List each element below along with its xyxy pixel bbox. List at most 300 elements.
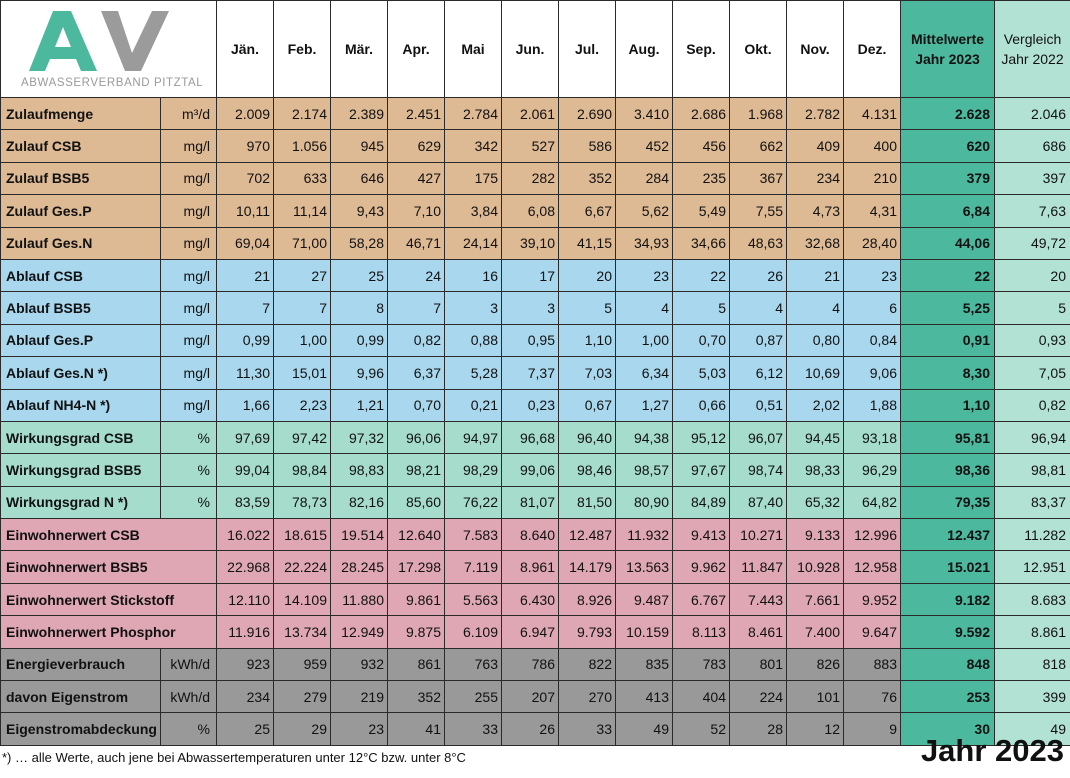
month-value: 2.061 xyxy=(502,98,559,130)
month-value: 98,57 xyxy=(616,454,673,486)
month-header: Jän. xyxy=(217,1,274,98)
row-label: Zulauf CSB xyxy=(1,130,161,162)
compare-value: 8.683 xyxy=(995,583,1070,615)
month-value: 28 xyxy=(730,713,787,746)
mean-value: 253 xyxy=(901,681,995,713)
month-value: 282 xyxy=(502,162,559,194)
compare-value: 83,37 xyxy=(995,486,1070,518)
month-value: 5 xyxy=(673,292,730,324)
month-header: Jul. xyxy=(559,1,616,98)
month-value: 970 xyxy=(217,130,274,162)
month-value: 400 xyxy=(844,130,901,162)
month-value: 1.968 xyxy=(730,98,787,130)
mean-value: 79,35 xyxy=(901,486,995,518)
month-value: 17.298 xyxy=(388,551,445,583)
month-value: 3 xyxy=(502,292,559,324)
table-row xyxy=(1,648,1070,680)
row-label: Ablauf CSB xyxy=(1,259,161,291)
month-value: 8.926 xyxy=(559,583,616,615)
mean-value: 9.182 xyxy=(901,583,995,615)
month-value: 352 xyxy=(388,681,445,713)
compare-header-line1: Vergleich xyxy=(1003,31,1062,47)
row-label: Zulauf BSB5 xyxy=(1,162,161,194)
row-unit: % xyxy=(161,454,217,486)
month-value: 3 xyxy=(445,292,502,324)
month-value: 97,67 xyxy=(673,454,730,486)
mean-header xyxy=(901,1,995,98)
month-value: 826 xyxy=(787,648,844,680)
table-row xyxy=(1,98,1070,130)
month-value: 69,04 xyxy=(217,227,274,259)
row-label: Einwohnerwert Phosphor xyxy=(1,616,217,648)
month-value: 83,59 xyxy=(217,486,274,518)
row-unit: mg/l xyxy=(161,227,217,259)
row-unit: mg/l xyxy=(161,162,217,194)
compare-value: 0,82 xyxy=(995,389,1070,421)
month-value: 2.784 xyxy=(445,98,502,130)
month-value: 5 xyxy=(559,292,616,324)
month-value: 219 xyxy=(331,681,388,713)
month-value: 65,32 xyxy=(787,486,844,518)
month-value: 11,30 xyxy=(217,357,274,389)
row-label: Zulauf Ges.N xyxy=(1,227,161,259)
month-value: 0,80 xyxy=(787,324,844,356)
compare-value: 12.951 xyxy=(995,551,1070,583)
month-value: 7 xyxy=(217,292,274,324)
month-value: 23 xyxy=(331,713,388,746)
month-value: 835 xyxy=(616,648,673,680)
mean-value: 98,36 xyxy=(901,454,995,486)
month-value: 9,96 xyxy=(331,357,388,389)
row-unit: % xyxy=(161,486,217,518)
month-value: 41 xyxy=(388,713,445,746)
month-value: 6,12 xyxy=(730,357,787,389)
month-value: 76 xyxy=(844,681,901,713)
logo-org-name: ABWASSERVERBAND PITZTAL xyxy=(21,77,204,89)
row-unit: mg/l xyxy=(161,195,217,227)
month-value: 0,99 xyxy=(217,324,274,356)
month-value: 10,11 xyxy=(217,195,274,227)
row-unit: % xyxy=(161,713,217,746)
month-value: 861 xyxy=(388,648,445,680)
month-value: 13.734 xyxy=(274,616,331,648)
mean-value: 5,25 xyxy=(901,292,995,324)
month-value: 10.159 xyxy=(616,616,673,648)
month-value: 0,70 xyxy=(388,389,445,421)
compare-value: 7,05 xyxy=(995,357,1070,389)
row-unit: mg/l xyxy=(161,292,217,324)
month-value: 0,66 xyxy=(673,389,730,421)
row-unit: mg/l xyxy=(161,357,217,389)
month-value: 4.131 xyxy=(844,98,901,130)
month-value: 6,37 xyxy=(388,357,445,389)
month-value: 404 xyxy=(673,681,730,713)
row-label: Wirkungsgrad BSB5 xyxy=(1,454,161,486)
month-value: 6,34 xyxy=(616,357,673,389)
month-value: 96,29 xyxy=(844,454,901,486)
compare-value: 96,94 xyxy=(995,421,1070,453)
month-value: 22.968 xyxy=(217,551,274,583)
mean-value: 44,06 xyxy=(901,227,995,259)
month-value: 0,99 xyxy=(331,324,388,356)
month-value: 0,51 xyxy=(730,389,787,421)
month-value: 71,00 xyxy=(274,227,331,259)
month-value: 234 xyxy=(217,681,274,713)
month-value: 29 xyxy=(274,713,331,746)
month-value: 207 xyxy=(502,681,559,713)
month-value: 49 xyxy=(616,713,673,746)
month-value: 41,15 xyxy=(559,227,616,259)
month-value: 342 xyxy=(445,130,502,162)
month-value: 1,88 xyxy=(844,389,901,421)
table-row xyxy=(1,195,1070,227)
month-value: 456 xyxy=(673,130,730,162)
month-value: 94,45 xyxy=(787,421,844,453)
month-value: 4 xyxy=(787,292,844,324)
table-row xyxy=(1,519,1070,551)
month-value: 801 xyxy=(730,648,787,680)
month-value: 11.932 xyxy=(616,519,673,551)
month-value: 2.686 xyxy=(673,98,730,130)
month-value: 235 xyxy=(673,162,730,194)
month-value: 32,68 xyxy=(787,227,844,259)
table-row xyxy=(1,713,1070,746)
month-value: 12.110 xyxy=(217,583,274,615)
compare-header-line2: Jahr 2022 xyxy=(1001,51,1064,67)
month-value: 96,07 xyxy=(730,421,787,453)
month-value: 26 xyxy=(730,259,787,291)
month-value: 0,88 xyxy=(445,324,502,356)
month-value: 84,89 xyxy=(673,486,730,518)
month-value: 4 xyxy=(616,292,673,324)
month-value: 9,43 xyxy=(331,195,388,227)
month-value: 1,27 xyxy=(616,389,673,421)
row-label: Eigenstromabdeckung xyxy=(1,713,161,746)
month-value: 22 xyxy=(673,259,730,291)
table-row xyxy=(1,292,1070,324)
table-row xyxy=(1,681,1070,713)
month-header: Sep. xyxy=(673,1,730,98)
month-value: 22.224 xyxy=(274,551,331,583)
mean-value: 30 xyxy=(901,713,995,746)
month-value: 2.174 xyxy=(274,98,331,130)
month-value: 352 xyxy=(559,162,616,194)
month-value: 586 xyxy=(559,130,616,162)
month-value: 2.451 xyxy=(388,98,445,130)
mean-value: 0,91 xyxy=(901,324,995,356)
row-unit: mg/l xyxy=(161,259,217,291)
month-value: 3,84 xyxy=(445,195,502,227)
month-value: 80,90 xyxy=(616,486,673,518)
table-row xyxy=(1,259,1070,291)
month-value: 783 xyxy=(673,648,730,680)
month-value: 15,01 xyxy=(274,357,331,389)
month-value: 413 xyxy=(616,681,673,713)
month-value: 2.690 xyxy=(559,98,616,130)
compare-header xyxy=(995,1,1070,98)
month-value: 98,33 xyxy=(787,454,844,486)
month-value: 9.952 xyxy=(844,583,901,615)
footnote: *) … alle Werte, auch jene bei Abwassertemperaturen unter 12°C bzw. unter 8°C xyxy=(2,750,466,765)
month-value: 11.916 xyxy=(217,616,274,648)
month-value: 5,62 xyxy=(616,195,673,227)
month-value: 7,03 xyxy=(559,357,616,389)
month-value: 14.179 xyxy=(559,551,616,583)
table-row xyxy=(1,389,1070,421)
month-value: 11,14 xyxy=(274,195,331,227)
month-value: 101 xyxy=(787,681,844,713)
month-value: 2.782 xyxy=(787,98,844,130)
month-value: 945 xyxy=(331,130,388,162)
month-value: 9.413 xyxy=(673,519,730,551)
month-value: 255 xyxy=(445,681,502,713)
month-value: 9.133 xyxy=(787,519,844,551)
month-value: 763 xyxy=(445,648,502,680)
month-value: 210 xyxy=(844,162,901,194)
month-value: 5.563 xyxy=(445,583,502,615)
month-value: 0,21 xyxy=(445,389,502,421)
month-value: 1,00 xyxy=(616,324,673,356)
mean-value: 2.628 xyxy=(901,98,995,130)
month-value: 39,10 xyxy=(502,227,559,259)
month-value: 6.767 xyxy=(673,583,730,615)
month-value: 12.949 xyxy=(331,616,388,648)
month-value: 48,63 xyxy=(730,227,787,259)
month-value: 97,32 xyxy=(331,421,388,453)
logo-mark-icon xyxy=(19,7,199,77)
month-value: 78,73 xyxy=(274,486,331,518)
month-value: 5,49 xyxy=(673,195,730,227)
month-value: 9.487 xyxy=(616,583,673,615)
month-header: Jun. xyxy=(502,1,559,98)
compare-value: 98,81 xyxy=(995,454,1070,486)
month-value: 662 xyxy=(730,130,787,162)
table-row xyxy=(1,421,1070,453)
month-value: 9.793 xyxy=(559,616,616,648)
month-value: 12.487 xyxy=(559,519,616,551)
month-value: 25 xyxy=(217,713,274,746)
month-header: Apr. xyxy=(388,1,445,98)
month-value: 4,73 xyxy=(787,195,844,227)
month-value: 1,00 xyxy=(274,324,331,356)
month-value: 99,06 xyxy=(502,454,559,486)
month-value: 0,70 xyxy=(673,324,730,356)
month-value: 7.119 xyxy=(445,551,502,583)
month-value: 4,31 xyxy=(844,195,901,227)
month-value: 93,18 xyxy=(844,421,901,453)
mean-value: 848 xyxy=(901,648,995,680)
month-value: 7.661 xyxy=(787,583,844,615)
table-row xyxy=(1,162,1070,194)
row-unit: % xyxy=(161,421,217,453)
month-value: 2.009 xyxy=(217,98,274,130)
month-value: 409 xyxy=(787,130,844,162)
row-label: Einwohnerwert CSB xyxy=(1,519,217,551)
compare-value: 7,63 xyxy=(995,195,1070,227)
month-value: 6.430 xyxy=(502,583,559,615)
row-unit: m³/d xyxy=(161,98,217,130)
month-value: 13.563 xyxy=(616,551,673,583)
month-value: 7.443 xyxy=(730,583,787,615)
header-row xyxy=(1,1,1070,98)
month-value: 14.109 xyxy=(274,583,331,615)
month-value: 427 xyxy=(388,162,445,194)
month-value: 28,40 xyxy=(844,227,901,259)
month-value: 33 xyxy=(559,713,616,746)
month-value: 23 xyxy=(844,259,901,291)
mean-value: 6,84 xyxy=(901,195,995,227)
row-label: Wirkungsgrad N *) xyxy=(1,486,161,518)
row-unit: kWh/d xyxy=(161,648,217,680)
month-value: 279 xyxy=(274,681,331,713)
month-value: 94,38 xyxy=(616,421,673,453)
compare-value: 20 xyxy=(995,259,1070,291)
month-header: Okt. xyxy=(730,1,787,98)
month-value: 64,82 xyxy=(844,486,901,518)
month-value: 82,16 xyxy=(331,486,388,518)
month-value: 98,83 xyxy=(331,454,388,486)
row-label: Zulauf Ges.P xyxy=(1,195,161,227)
month-value: 270 xyxy=(559,681,616,713)
month-value: 12.996 xyxy=(844,519,901,551)
month-value: 786 xyxy=(502,648,559,680)
month-value: 7.400 xyxy=(787,616,844,648)
month-value: 0,67 xyxy=(559,389,616,421)
month-value: 4 xyxy=(730,292,787,324)
table-row xyxy=(1,454,1070,486)
month-value: 52 xyxy=(673,713,730,746)
month-value: 1,10 xyxy=(559,324,616,356)
compare-value: 11.282 xyxy=(995,519,1070,551)
year-label: Jahr 2023 xyxy=(920,733,1064,768)
month-value: 97,42 xyxy=(274,421,331,453)
month-value: 34,93 xyxy=(616,227,673,259)
mean-value: 95,81 xyxy=(901,421,995,453)
compare-value: 818 xyxy=(995,648,1070,680)
compare-value: 397 xyxy=(995,162,1070,194)
month-value: 702 xyxy=(217,162,274,194)
month-value: 932 xyxy=(331,648,388,680)
month-value: 17 xyxy=(502,259,559,291)
row-label: Zulaufmenge xyxy=(1,98,161,130)
month-value: 24,14 xyxy=(445,227,502,259)
compare-value: 0,93 xyxy=(995,324,1070,356)
month-value: 0,23 xyxy=(502,389,559,421)
month-value: 7.583 xyxy=(445,519,502,551)
month-value: 94,97 xyxy=(445,421,502,453)
month-value: 76,22 xyxy=(445,486,502,518)
month-value: 646 xyxy=(331,162,388,194)
month-value: 452 xyxy=(616,130,673,162)
mean-value: 9.592 xyxy=(901,616,995,648)
month-value: 98,46 xyxy=(559,454,616,486)
month-value: 6 xyxy=(844,292,901,324)
month-value: 96,68 xyxy=(502,421,559,453)
month-value: 7,37 xyxy=(502,357,559,389)
month-value: 8.113 xyxy=(673,616,730,648)
month-value: 6.947 xyxy=(502,616,559,648)
month-value: 7,10 xyxy=(388,195,445,227)
month-value: 234 xyxy=(787,162,844,194)
row-unit: mg/l xyxy=(161,130,217,162)
month-value: 11.880 xyxy=(331,583,388,615)
mean-value: 620 xyxy=(901,130,995,162)
month-value: 95,12 xyxy=(673,421,730,453)
month-value: 12.640 xyxy=(388,519,445,551)
month-value: 25 xyxy=(331,259,388,291)
month-value: 58,28 xyxy=(331,227,388,259)
row-label: Ablauf BSB5 xyxy=(1,292,161,324)
month-value: 10.271 xyxy=(730,519,787,551)
month-value: 367 xyxy=(730,162,787,194)
month-value: 18.615 xyxy=(274,519,331,551)
month-value: 2,23 xyxy=(274,389,331,421)
row-unit: mg/l xyxy=(161,324,217,356)
month-value: 11.847 xyxy=(730,551,787,583)
compare-value: 5 xyxy=(995,292,1070,324)
row-label: davon Eigenstrom xyxy=(1,681,161,713)
table-row xyxy=(1,551,1070,583)
month-header: Feb. xyxy=(274,1,331,98)
month-value: 8 xyxy=(331,292,388,324)
mean-value: 12.437 xyxy=(901,519,995,551)
month-value: 1,66 xyxy=(217,389,274,421)
month-value: 175 xyxy=(445,162,502,194)
compare-value: 686 xyxy=(995,130,1070,162)
month-value: 12.958 xyxy=(844,551,901,583)
month-value: 27 xyxy=(274,259,331,291)
month-value: 81,50 xyxy=(559,486,616,518)
month-value: 1,21 xyxy=(331,389,388,421)
month-value: 16 xyxy=(445,259,502,291)
month-value: 6,67 xyxy=(559,195,616,227)
month-value: 923 xyxy=(217,648,274,680)
month-value: 16.022 xyxy=(217,519,274,551)
month-value: 6.109 xyxy=(445,616,502,648)
month-value: 10,69 xyxy=(787,357,844,389)
month-value: 5,28 xyxy=(445,357,502,389)
month-value: 959 xyxy=(274,648,331,680)
row-label: Energieverbrauch xyxy=(1,648,161,680)
month-value: 20 xyxy=(559,259,616,291)
month-value: 33 xyxy=(445,713,502,746)
compare-value: 49,72 xyxy=(995,227,1070,259)
mean-header-line2: Jahr 2023 xyxy=(915,51,980,67)
month-value: 46,71 xyxy=(388,227,445,259)
month-value: 96,06 xyxy=(388,421,445,453)
compare-value: 399 xyxy=(995,681,1070,713)
table-row xyxy=(1,616,1070,648)
row-unit: mg/l xyxy=(161,389,217,421)
table-row xyxy=(1,583,1070,615)
mean-value: 379 xyxy=(901,162,995,194)
table-body xyxy=(1,98,1070,746)
month-value: 3.410 xyxy=(616,98,673,130)
month-value: 2,02 xyxy=(787,389,844,421)
table-row xyxy=(1,130,1070,162)
table-row xyxy=(1,227,1070,259)
compare-value: 8.861 xyxy=(995,616,1070,648)
month-value: 6,08 xyxy=(502,195,559,227)
mean-header-line1: Mittelwerte xyxy=(910,31,985,47)
row-label: Einwohnerwert Stickstoff xyxy=(1,583,217,615)
month-value: 0,87 xyxy=(730,324,787,356)
month-value: 883 xyxy=(844,648,901,680)
month-value: 98,74 xyxy=(730,454,787,486)
row-label: Ablauf NH4-N *) xyxy=(1,389,161,421)
month-value: 8.640 xyxy=(502,519,559,551)
month-value: 633 xyxy=(274,162,331,194)
